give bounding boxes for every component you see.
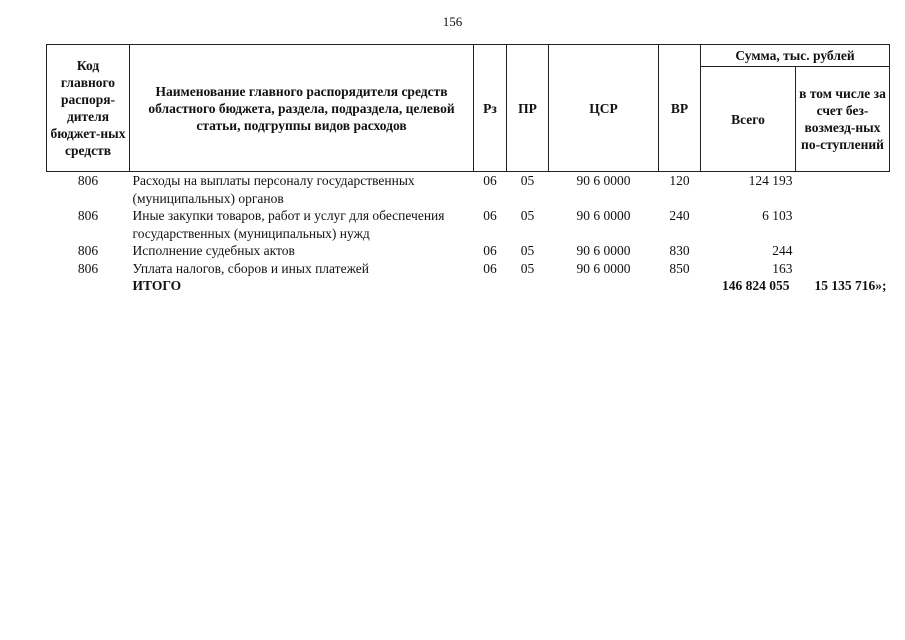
budget-table [46, 44, 890, 295]
cell-pr: 05 [520, 243, 535, 258]
total-amount: 146 824 055 [722, 278, 790, 293]
table-row [47, 242, 890, 260]
cell-code: 806 [77, 260, 99, 276]
cell-vr: 240 [669, 208, 690, 223]
cell-total: 6 103 [762, 208, 793, 223]
total-including: 15 135 716»; [814, 278, 887, 293]
header-sum-group: Сумма, тыс. рублей [701, 45, 890, 67]
header-name: Наименование главного распорядителя средств областного бюджета, раздела, подраздела, целевой статьи, подгруппы видов расходов [130, 45, 474, 172]
cell-total: 244 [772, 243, 793, 258]
cell-empty [474, 277, 507, 295]
cell-empty [659, 277, 701, 295]
cell-name: Иные закупки товаров, работ и услуг для обеспечения государственных (муниципальных) нужд [132, 208, 445, 241]
cell-empty [507, 277, 549, 295]
cell-name: Исполнение судебных актов [132, 243, 295, 258]
cell-including [796, 172, 890, 208]
table-row [47, 260, 890, 278]
cell-code: 806 [77, 208, 99, 223]
cell-rz: 06 [483, 173, 497, 188]
cell-csr: 90 6 0000 [576, 260, 631, 276]
cell-including [796, 207, 890, 242]
cell-empty [47, 277, 130, 295]
cell-name: Уплата налогов, сборов и иных платежей [132, 260, 369, 276]
table-header-row [47, 45, 890, 67]
header-pr: ПР [507, 45, 549, 172]
header-total: Всего [701, 67, 796, 172]
table-row [47, 172, 890, 208]
cell-vr: 120 [669, 173, 690, 188]
cell-including [796, 242, 890, 260]
cell-pr: 05 [520, 173, 535, 188]
cell-code: 806 [77, 243, 99, 258]
cell-vr: 830 [669, 243, 690, 258]
cell-csr: 90 6 0000 [576, 243, 631, 258]
cell-empty [549, 277, 659, 295]
cell-rz: 06 [483, 260, 497, 276]
cell-csr: 90 6 0000 [576, 208, 631, 223]
cell-including [796, 260, 890, 278]
cell-total: 163 [772, 260, 793, 276]
cell-name: Расходы на выплаты персоналу государственных (муниципальных) органов [132, 173, 415, 206]
header-including: в том числе за счет без-возмезд-ных по-ступлений [796, 67, 890, 172]
cell-pr: 05 [520, 260, 535, 276]
cell-rz: 06 [483, 243, 497, 258]
cell-pr: 05 [520, 208, 535, 223]
total-row [47, 277, 890, 295]
cell-rz: 06 [483, 208, 497, 223]
total-label: ИТОГО [132, 278, 182, 293]
header-vr: ВР [659, 45, 701, 172]
table-row [47, 207, 890, 242]
page-number: 156 [442, 14, 463, 29]
header-rz: Рз [474, 45, 507, 172]
cell-total: 124 193 [748, 173, 793, 188]
header-code: Код главного распоря-дителя бюджет-ных средств [47, 45, 130, 172]
cell-vr: 850 [669, 260, 690, 276]
header-csr: ЦСР [549, 45, 659, 172]
cell-code: 806 [77, 173, 99, 188]
cell-csr: 90 6 0000 [576, 173, 631, 188]
